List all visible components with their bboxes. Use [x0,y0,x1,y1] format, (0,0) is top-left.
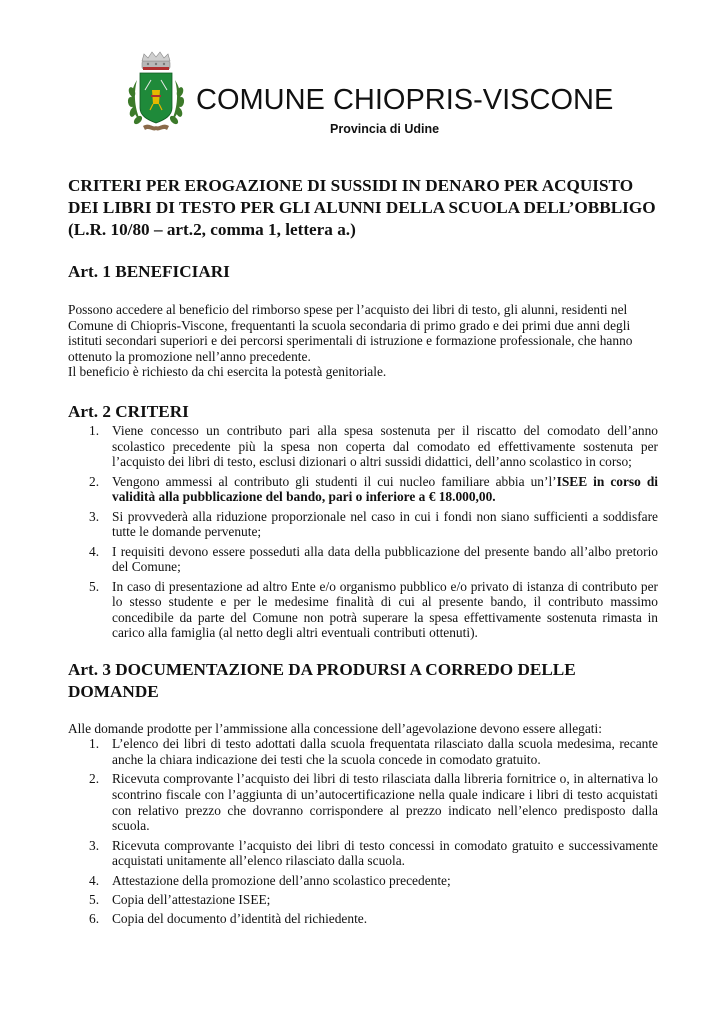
comune-coat-of-arms-icon [123,50,189,136]
article-2-heading: Art. 2 CRITERI [68,401,189,421]
list-item [68,509,658,540]
list-item-text: Ricevuta comprovante l’acquisto dei libri di testo rilasciata dalla libreria fornitrice o, in alternativa lo scontrino fiscale con l’aggiunta di un’autocertificazione nella quale indicare i libri di testo acquistati con relativo prezzo che dovranno corrispondere al prezzo indicato nell’elenco predisposto dalla scuola. [112,771,658,834]
article-2 [68,401,658,641]
isee-threshold-text: ISEE in corso di validità alla pubblicazione del bando, pari o inferiore a € 18.000,00. [112,473,658,505]
list-item [68,771,658,833]
list-item-text: Viene concesso un contributo pari alla spesa sostenuta per il riscatto del comodato dell’anno scolastico precedente più la spesa non coperta dal comodato ed effettivamente sostenuta per l’acquisto dei libri di testo, esclusi dizionari o altri sussidi didattici, dell’anno scolastico in corso; [112,422,658,470]
list-item-text: Attestazione della promozione dell’anno scolastico precedente; [112,872,451,888]
letterhead [0,0,724,150]
document-title: CRITERI PER EROGAZIONE DI SUSSIDI IN DENARO PER ACQUISTO DEI LIBRI DI TESTO PER GLI ALUNNI DELLA SCUOLA DELL’OBBLIGO (L.R. 10/80 – art.2, comma 1, lettera a.) [68,176,656,239]
criteria-list [68,423,658,641]
list-item-text: In caso di presentazione ad altro Ente e/o organismo pubblico e/o privato di istanza di contributo per lo stesso studente e per le medesime finalità di cui al presente bando, il contributo massimo concedibile da parte del Comune non potrà superare la spesa effettivamente sostenuta rimasta in carico alla famiglia (al netto degli altri eventuali contributi ottenuti). [112,578,658,641]
ribbon-icon [143,125,169,131]
list-item [68,544,658,575]
list-item-number: 3. [89,837,100,853]
crown-icon [142,52,170,70]
list-item [68,579,658,641]
article-1-heading: Art. 1 BENEFICIARI [68,262,230,281]
list-item-text: Si provvederà alla riduzione proporzionale nel caso in cui i fondi non siano sufficienti a soddisfare tutte le domande pervenute; [112,508,658,540]
list-item [68,873,658,889]
list-item-number: 4. [89,543,100,559]
list-item [68,423,658,470]
list-item-text: Copia del documento d’identità del richiedente. [112,911,368,927]
list-item-number: 4. [89,872,100,888]
list-item [68,838,658,869]
article-1-paragraph: Il beneficio è richiesto da chi esercita la potestà genitoriale. [68,364,387,380]
article-1-paragraph: Possono accedere al beneficio del rimborso spese per l’acquisto dei libri di testo, gli alunni, residenti nel Comune di Chiopris-Viscone, frequentanti la scuola secondaria di primo grado e dei primi due anni degli istituti secondari superiori e dei percorsi sperimentali di istruzione e formazione professionale, che hanno ottenuto la promozione nell’anno precedente. [68,302,633,364]
list-item-number: 5. [89,892,100,907]
list-item-text: I requisiti devono essere posseduti alla data della pubblicazione del presente bando all’albo pretorio del Comune; [112,543,658,575]
list-item-number: 1. [89,422,100,438]
list-item-number: 2. [89,771,100,787]
list-item-number: 3. [89,508,100,524]
article-3-intro: Alle domande prodotte per l’ammissione alla concessione dell’agevolazione devono essere allegati: [68,720,602,736]
list-item [68,474,658,505]
list-item-text: Ricevuta comprovante l’acquisto dei libri di testo concessi in comodato gratuito e successivamente acquistati unitamente all’elenco rilasciato dalla scuola. [112,837,658,869]
comune-name: COMUNE CHIOPRIS-VISCONE [196,84,614,116]
list-item-text: L’elenco dei libri di testo adottati dalla scuola frequentata rilasciato dalla scuola medesima, recante anche la chiara indicazione dei testi che la scuola concede in comodato gratuito. [112,736,658,768]
list-item [68,892,658,908]
documentation-list [68,736,658,927]
list-item [68,911,658,927]
list-item-number: 2. [89,473,100,489]
article-3-heading: Art. 3 DOCUMENTAZIONE DA PRODURSI A CORREDO DELLE DOMANDE [68,659,576,701]
document-body [68,175,658,931]
list-item-text: Vengono ammessi al contributo gli studenti il cui nucleo familiare abbia un’l’ [112,473,557,489]
list-item-number: 1. [89,736,100,752]
list-item-number: 6. [89,911,100,927]
article-1 [68,261,658,380]
article-3 [68,659,658,927]
list-item-text: Copia dell’attestazione ISEE; [112,892,271,907]
list-item-number: 5. [89,578,100,594]
province-name: Provincia di Udine [330,122,440,136]
list-item [68,736,658,767]
